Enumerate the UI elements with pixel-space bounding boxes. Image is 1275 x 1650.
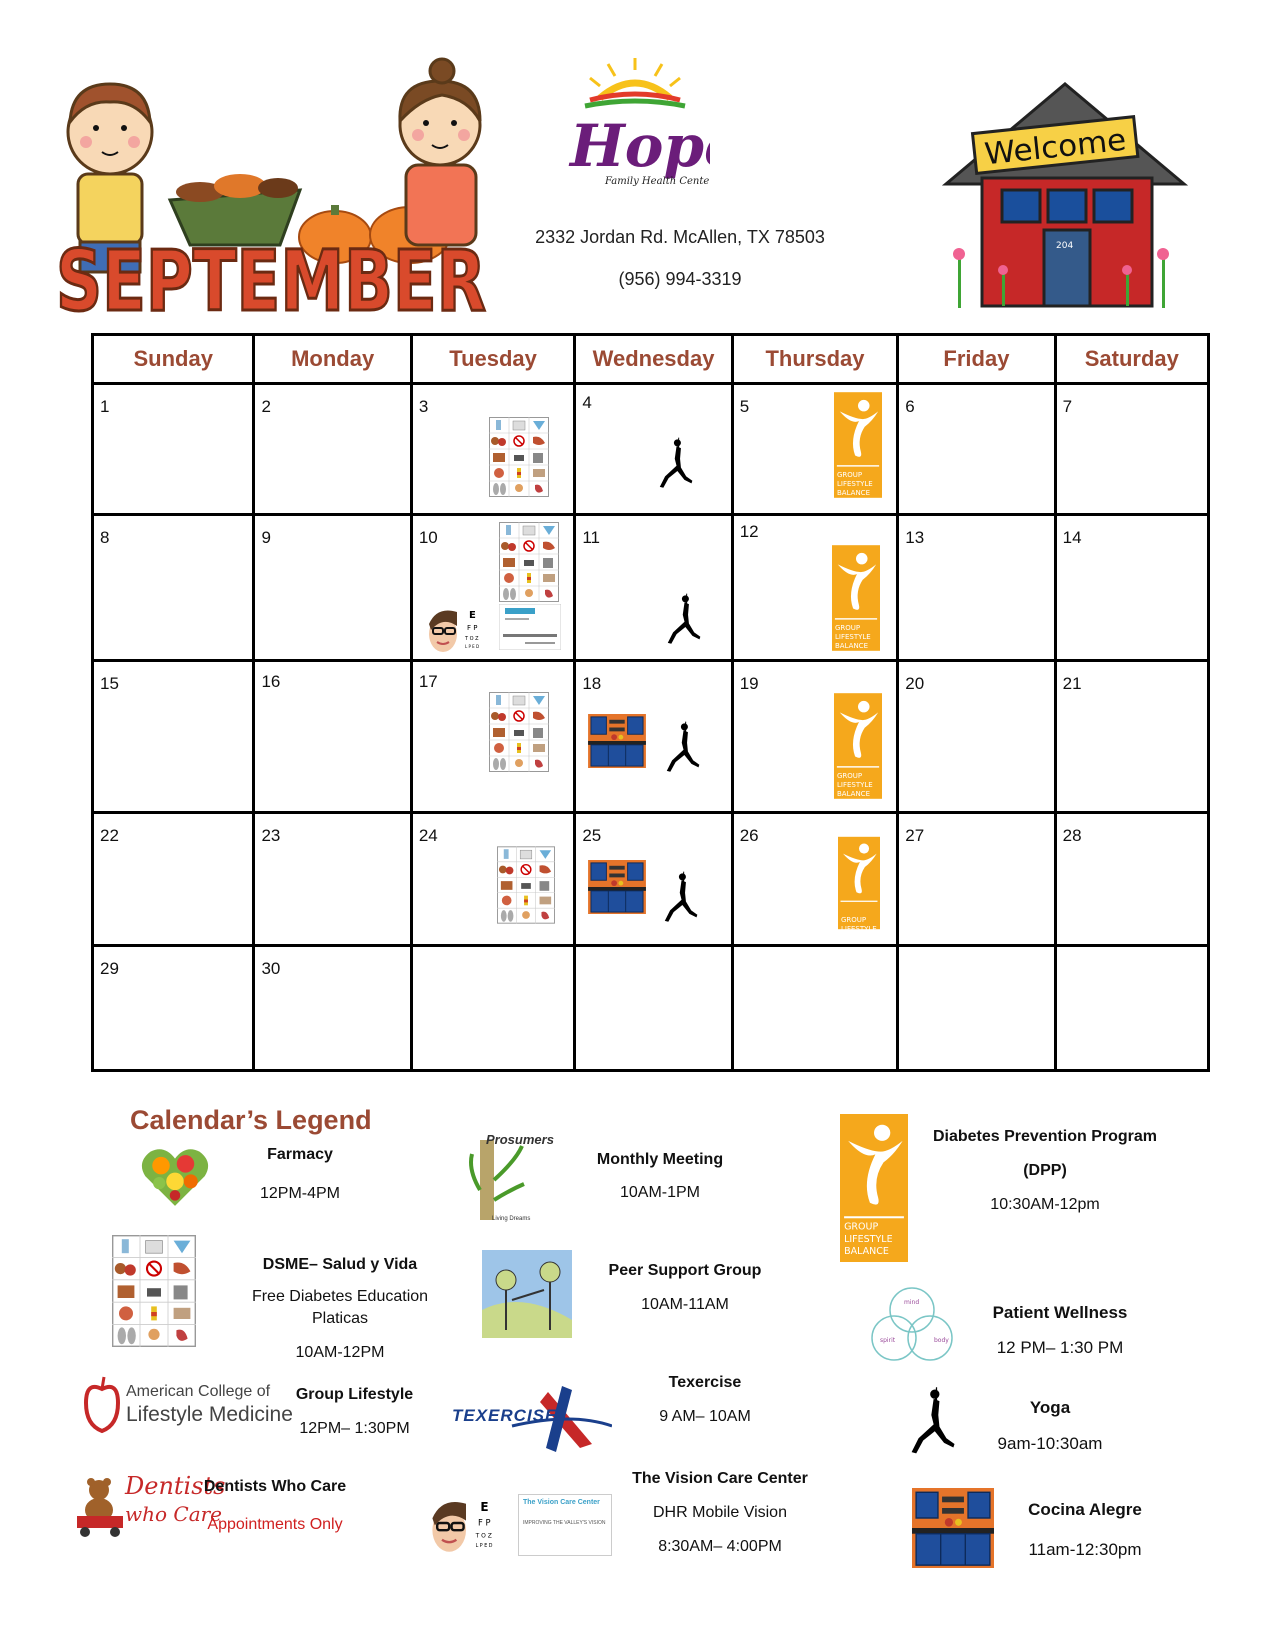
dpp-time: 10:30AM-12pm	[990, 1196, 1100, 1213]
dsme-icon	[489, 417, 549, 497]
calendar-week-5	[93, 946, 1209, 1071]
day-number: 30	[261, 959, 281, 978]
day-number: 21	[1062, 674, 1082, 693]
september-title-art	[52, 232, 492, 322]
day-number: 29	[100, 959, 119, 978]
dsme-line1: Free Diabetes Education	[251, 1288, 429, 1305]
day-cell[interactable]	[93, 661, 254, 813]
cocina-time: 11am-12:30pm	[1028, 1540, 1142, 1559]
day-number: 27	[905, 826, 925, 845]
vision-card-name: The Vision Care Center	[523, 1499, 600, 1506]
texercise-logo-text: TEXERCISE	[452, 1406, 558, 1425]
dsme-icon	[499, 522, 559, 602]
vision-title: The Vision Care Center	[632, 1470, 808, 1487]
dentists-title: Dentists Who Care	[203, 1478, 347, 1495]
day-header-monday: Monday	[254, 335, 411, 384]
glb-text: BALANCE	[834, 642, 868, 650]
calendar-grid	[91, 333, 1210, 1072]
farmacy-time: 12PM-4PM	[259, 1185, 341, 1202]
vision-card-tagline: IMPROVING THE VALLEY'S VISION	[523, 1520, 606, 1526]
day-cell[interactable]	[898, 813, 1055, 946]
day-header-wednesday: Wednesday	[575, 335, 732, 384]
day-cell[interactable]	[93, 384, 254, 515]
day-cell-empty	[411, 946, 574, 1071]
apple-icon	[82, 1375, 122, 1435]
welcome-sign: Welcome	[982, 123, 1124, 173]
day-number: 22	[100, 826, 119, 845]
day-number: 28	[1062, 826, 1082, 845]
day-cell-empty	[575, 946, 732, 1071]
day-cell[interactable]	[575, 515, 732, 661]
day-cell[interactable]	[93, 813, 254, 946]
glb-text: LIFESTYLE	[844, 1233, 893, 1245]
day-header-tuesday: Tuesday	[411, 335, 574, 384]
day-number: 23	[261, 826, 281, 845]
day-cell[interactable]	[575, 384, 732, 515]
vision-time: 8:30AM– 4:00PM	[658, 1538, 782, 1555]
peer-support-drawing-icon	[482, 1250, 572, 1338]
day-number: 6	[905, 397, 915, 416]
day-number: 11	[582, 528, 600, 547]
day-number: 8	[100, 528, 110, 547]
day-cell[interactable]	[575, 661, 732, 813]
farmacy-title: Farmacy	[267, 1146, 333, 1163]
vision-glasses-legend-icon	[430, 1492, 502, 1554]
glb-text: BALANCE	[836, 489, 870, 497]
dentists-logo-line2: who Care	[125, 1502, 223, 1526]
yoga-icon	[659, 592, 703, 648]
day-number: 17	[418, 672, 438, 691]
calendar-week-2	[93, 515, 1209, 661]
body-label: body	[934, 1337, 949, 1344]
day-header-saturday: Saturday	[1055, 335, 1208, 384]
vision-line1: DHR Mobile Vision	[653, 1504, 787, 1521]
dentists-logo-line1: Dentists	[125, 1472, 226, 1500]
day-cell[interactable]	[1055, 384, 1208, 515]
day-cell[interactable]	[732, 661, 898, 813]
cocina-kitchen-icon	[588, 714, 646, 768]
glb-text: BALANCE	[836, 790, 870, 798]
day-cell[interactable]	[898, 661, 1055, 813]
house-number: 204	[1056, 241, 1074, 251]
patient-wellness-title: Patient Wellness	[992, 1303, 1128, 1322]
glb-text: LIFESTYLE	[836, 781, 873, 789]
spirit-label: spirit	[880, 1337, 896, 1344]
day-number: 13	[905, 528, 925, 547]
dpp-glb-legend-icon	[840, 1114, 908, 1262]
calendar-header-row	[93, 335, 1209, 384]
day-cell-empty	[898, 946, 1055, 1071]
day-number: 3	[418, 397, 429, 416]
glb-text: LIFESTYLE	[836, 480, 873, 488]
dsme-title: DSME– Salud y Vida	[262, 1256, 418, 1273]
vision-care-card-icon	[499, 604, 561, 650]
yoga-icon	[651, 437, 695, 491]
dsme-icon	[497, 846, 555, 924]
day-number: 16	[261, 672, 281, 691]
day-number: 10	[418, 528, 438, 547]
day-number: 18	[582, 674, 602, 693]
day-number: 24	[418, 826, 438, 845]
day-cell[interactable]	[575, 813, 732, 946]
hope-logo-subtitle: Family Health Center	[605, 176, 710, 187]
dentists-logo	[75, 1472, 226, 1542]
day-cell-empty	[1055, 946, 1208, 1071]
dpp-abbr: (DPP)	[1023, 1162, 1067, 1179]
day-cell[interactable]	[1055, 813, 1208, 946]
mind-label: mind	[904, 1299, 920, 1306]
day-number: 26	[739, 826, 759, 845]
group-lifestyle-balance-icon	[834, 391, 882, 499]
cocina-kitchen-icon	[588, 860, 646, 914]
day-number: 12	[739, 522, 759, 541]
day-cell[interactable]	[411, 384, 574, 515]
calendar-week-3	[93, 661, 1209, 813]
day-number: 20	[905, 674, 925, 693]
group-lifestyle-balance-icon	[834, 692, 882, 800]
group-lifestyle-time: 12PM– 1:30PM	[299, 1420, 410, 1437]
glb-text: GROUP	[836, 772, 862, 780]
aclm-logo	[82, 1375, 293, 1435]
day-number: 19	[739, 674, 759, 693]
day-number: 4	[582, 393, 592, 412]
peer-support-time: 10AM-11AM	[641, 1296, 729, 1313]
glb-text: GROUP	[834, 624, 860, 632]
day-cell[interactable]	[1055, 661, 1208, 813]
day-cell[interactable]	[254, 813, 411, 946]
texercise-title: Texercise	[668, 1374, 742, 1391]
address: 2332 Jordan Rd. McAllen, TX 78503	[535, 227, 825, 247]
day-cell[interactable]	[411, 661, 574, 813]
group-lifestyle-balance-icon	[838, 836, 880, 930]
yoga-icon	[658, 720, 702, 776]
day-cell[interactable]	[732, 813, 898, 946]
day-cell[interactable]	[254, 515, 411, 661]
day-cell[interactable]	[93, 946, 254, 1071]
prosumers-logo	[466, 1132, 576, 1222]
day-cell[interactable]	[254, 384, 411, 515]
bamboo-icon	[466, 1140, 526, 1222]
dentists-note: Appointments Only	[207, 1516, 343, 1533]
day-cell[interactable]	[254, 946, 411, 1071]
mind-spirit-body-icon	[862, 1284, 962, 1364]
day-cell[interactable]	[254, 661, 411, 813]
day-header-thursday: Thursday	[732, 335, 898, 384]
day-number: 2	[261, 397, 271, 416]
dsme-legend-icon	[112, 1234, 196, 1348]
day-number: 14	[1062, 528, 1082, 547]
day-number: 5	[739, 397, 750, 416]
day-number: 7	[1062, 397, 1073, 416]
day-cell[interactable]	[898, 384, 1055, 515]
day-number: 15	[100, 674, 119, 693]
calendar-week-4	[93, 813, 1209, 946]
teddy-wagon-icon	[75, 1476, 125, 1538]
day-number: 9	[261, 528, 271, 547]
day-cell[interactable]	[898, 515, 1055, 661]
day-cell[interactable]	[732, 515, 898, 661]
prosumers-logo-subtitle: Living Dreams	[492, 1216, 531, 1222]
day-cell[interactable]	[93, 515, 254, 661]
dsme-icon	[489, 692, 549, 772]
dsme-line2: Platicas	[311, 1310, 369, 1327]
aclm-logo-line2: Lifestyle Medicine	[126, 1403, 293, 1426]
day-number: 1	[100, 397, 110, 416]
day-number: 25	[582, 826, 602, 845]
glb-text: LIFESTYLE	[834, 633, 871, 641]
yoga-time: 9am-10:30am	[997, 1434, 1103, 1453]
prosumers-logo-text: Prosumers	[486, 1132, 554, 1147]
calendar-week-1	[93, 384, 1209, 515]
aclm-logo-line1: American College of	[126, 1383, 271, 1400]
vision-glasses-icon	[427, 604, 487, 652]
day-cell[interactable]	[411, 515, 574, 661]
group-lifestyle-title: Group Lifestyle	[295, 1386, 414, 1403]
day-header-sunday: Sunday	[93, 335, 254, 384]
glb-text: GROUP	[840, 916, 866, 924]
farmacy-heart-icon	[140, 1144, 210, 1210]
dsme-time: 10AM-12PM	[295, 1344, 385, 1361]
patient-wellness-time: 12 PM– 1:30 PM	[996, 1338, 1124, 1357]
day-cell[interactable]	[732, 384, 898, 515]
monthly-meeting-time: 10AM-1PM	[619, 1184, 701, 1201]
welcome-house-clipart	[940, 78, 1190, 318]
glb-text: BALANCE	[844, 1245, 889, 1257]
cocina-kitchen-legend-icon	[912, 1488, 994, 1568]
hope-logo-word: Hop	[570, 112, 705, 180]
girl-clipart	[380, 55, 500, 255]
day-cell-empty	[732, 946, 898, 1071]
glb-text: GROUP	[836, 471, 862, 479]
yoga-icon	[656, 870, 700, 926]
yoga-legend-icon	[900, 1384, 958, 1460]
glb-text: GROUP	[844, 1221, 879, 1233]
phone: (956) 994-3319	[618, 269, 742, 289]
group-lifestyle-balance-icon	[832, 544, 880, 652]
day-cell[interactable]	[411, 813, 574, 946]
glb-text: LIFESTYLE	[840, 925, 877, 930]
hope-logo	[560, 58, 710, 198]
dpp-title: Diabetes Prevention Program	[932, 1128, 1158, 1145]
texercise-time: 9 AM– 10AM	[659, 1408, 751, 1425]
legend-title: Calendar’s Legend	[130, 1105, 372, 1135]
texercise-logo	[452, 1382, 612, 1454]
yoga-title: Yoga	[1029, 1398, 1071, 1417]
vision-care-card	[518, 1494, 612, 1556]
monthly-meeting-title: Monthly Meeting	[596, 1151, 724, 1168]
cocina-title: Cocina Alegre	[1028, 1500, 1142, 1519]
day-header-friday: Friday	[898, 335, 1055, 384]
september-title: SEPTEMBER	[56, 232, 486, 322]
day-cell[interactable]	[1055, 515, 1208, 661]
peer-support-title: Peer Support Group	[608, 1262, 762, 1279]
